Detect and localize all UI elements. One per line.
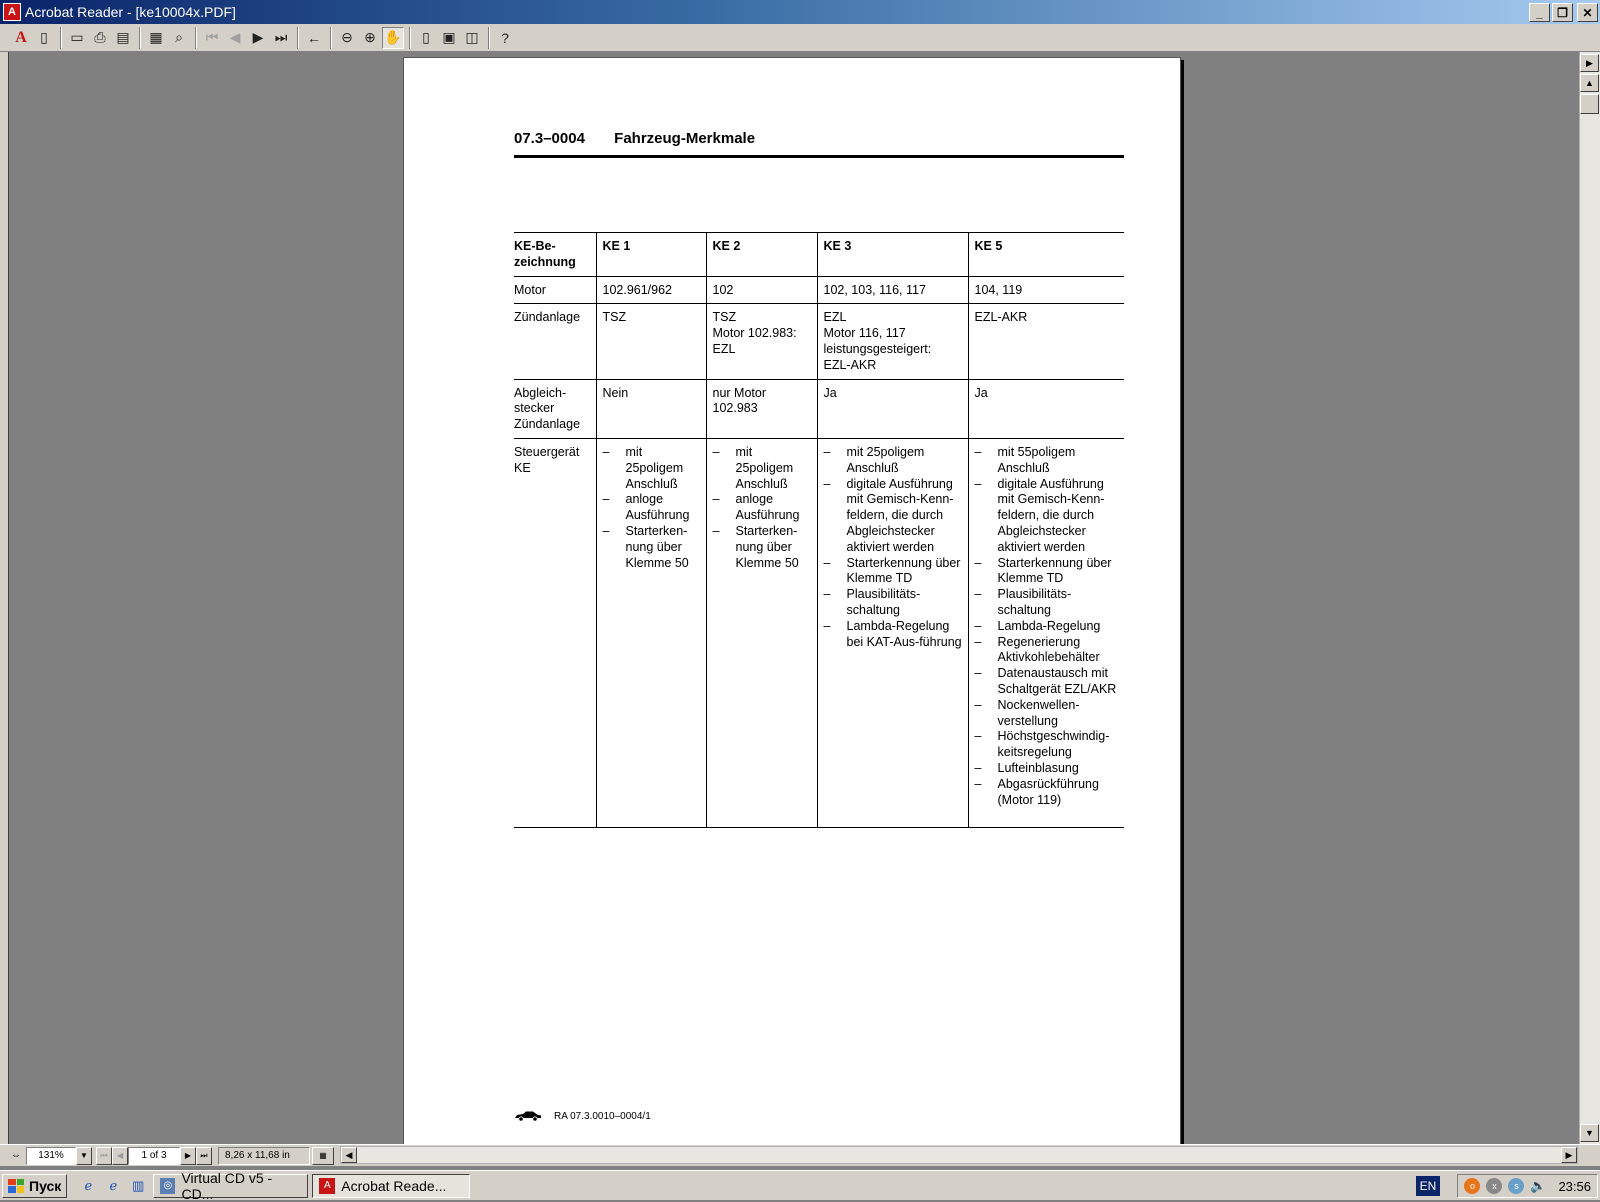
system-tray: [1457, 1174, 1598, 1198]
go-back-icon[interactable]: ←: [307, 29, 321, 46]
start-label: Пуск: [29, 1177, 62, 1194]
internet-explorer-icon[interactable]: ℯ: [84, 1177, 93, 1193]
list-item: – Datenaustausch mit Schaltgerät EZL/AKR: [975, 666, 1120, 698]
next-page-icon[interactable]: ▶: [252, 29, 264, 45]
clock: 23:56: [1558, 1178, 1591, 1194]
find-icon[interactable]: ⌕: [175, 29, 183, 45]
list-item: – Plausibilitäts-schaltung: [975, 587, 1120, 619]
table-cell: [817, 379, 968, 438]
virtual-cd-icon: ◎: [160, 1178, 175, 1194]
scroll-left-arrow-icon[interactable]: ◀: [341, 1147, 357, 1163]
title-bar[interactable]: [0, 0, 1600, 24]
task-acrobat-reader[interactable]: [312, 1174, 470, 1198]
car-icon: [514, 1110, 542, 1122]
row-label: Steuergerät KE: [514, 438, 596, 827]
cell-line: EZL-AKR: [974, 310, 1028, 325]
start-button[interactable]: [2, 1174, 67, 1198]
table-row: [514, 304, 1124, 379]
previous-page-icon[interactable]: ◀: [229, 29, 241, 45]
column-header: KE 2: [706, 233, 817, 277]
table-cell: [706, 438, 817, 827]
row-label: Motor: [514, 276, 596, 304]
scroll-right-arrow-icon[interactable]: ▶: [1580, 54, 1599, 72]
acrobat-app-icon[interactable]: A: [3, 3, 21, 21]
table-row: [514, 276, 1124, 304]
open-icon[interactable]: ▭: [70, 29, 84, 45]
cell-line: Nein: [602, 385, 629, 400]
list-item: – Plausibilitäts-schaltung: [824, 587, 963, 619]
next-page-button[interactable]: ▶: [180, 1147, 196, 1165]
cell-line: Ja: [823, 385, 837, 400]
list-item: – Starterken-nung über Klemme 50: [603, 524, 701, 571]
toolbar-separator: [409, 27, 411, 49]
footer-reference: RA 07.3.0010–0004/1: [554, 1110, 651, 1122]
list-item: – anloge Ausführung: [603, 492, 701, 524]
print-icon[interactable]: ⎙: [94, 29, 106, 45]
table-cell: [596, 438, 706, 827]
fit-page-icon[interactable]: ▣: [442, 29, 456, 45]
windows-taskbar: [0, 1170, 1600, 1200]
row-label: Abgleich- stecker Zündanlage: [514, 379, 596, 438]
minimize-button[interactable]: _: [1529, 3, 1550, 22]
page-heading: [514, 130, 1124, 158]
cell-line: 102.983: [712, 401, 758, 416]
list-item: – Regenerierung Aktivkohlebehälter: [975, 635, 1120, 667]
acrobat-logo-icon[interactable]: A: [15, 28, 27, 46]
vertical-scrollbar[interactable]: [1579, 52, 1600, 1144]
list-item: – digitale Ausführung mit Gemisch-Kenn-feldern, die durch Abgleichstecker aktiviert werden: [975, 477, 1120, 556]
table-cell: 102.961/962: [596, 276, 706, 304]
tray-app-icon[interactable]: x: [1486, 1178, 1502, 1194]
list-item: – digitale Ausführung mit Gemisch-Kenn-feldern, die durch Abgleichstecker aktiviert werden: [824, 477, 963, 556]
horizontal-scrollbar[interactable]: [340, 1146, 1578, 1164]
heading-code: 07.3–0004: [514, 130, 585, 147]
cell-line: nur Motor: [712, 385, 766, 400]
last-page-icon[interactable]: ⏭: [274, 29, 288, 45]
table-row: [514, 379, 1124, 438]
cell-line: Motor 116, 117: [823, 326, 906, 341]
internet-explorer-icon[interactable]: ℯ: [109, 1177, 118, 1193]
list-item: – Lambda-Regelung bei KAT-Aus-führung: [824, 619, 963, 651]
zoom-out-icon[interactable]: ⊖: [341, 29, 353, 45]
cell-line: Motor 102.983:: [712, 326, 797, 341]
cell-line: TSZ: [712, 310, 737, 325]
first-page-icon[interactable]: ⏮: [205, 29, 219, 45]
cell-line: EZL: [823, 310, 847, 325]
close-button[interactable]: ✕: [1577, 3, 1598, 22]
page-footer: [514, 1110, 651, 1122]
split-window-icon[interactable]: ⇔: [8, 1147, 24, 1165]
list-item: – Lufteinblasung: [975, 761, 1120, 777]
scroll-thumb[interactable]: [1580, 94, 1599, 114]
page-size-readout: 8,26 x 11,68 in: [218, 1147, 310, 1165]
list-item: – mit 55poligem Anschluß: [975, 445, 1120, 477]
list-item: – Starterken-nung über Klemme 50: [713, 524, 812, 571]
cell-line: TSZ: [602, 310, 627, 325]
task-label: Acrobat Reade...: [341, 1177, 447, 1194]
feature-list: [975, 445, 1120, 808]
actual-size-icon[interactable]: ▯: [422, 29, 430, 45]
table-cell: 102: [706, 276, 817, 304]
column-header: KE 3: [817, 233, 968, 277]
restore-button[interactable]: ❐: [1552, 3, 1573, 22]
table-cell: [817, 304, 968, 379]
cell-line: leistungsgesteigert:: [823, 341, 932, 356]
toolbar-separator: [195, 27, 197, 49]
help-icon[interactable]: ?: [501, 29, 509, 46]
zoom-in-icon[interactable]: ⊕: [364, 29, 376, 45]
table-cell: [968, 438, 1124, 827]
window-title: Acrobat Reader - [ke10004x.PDF]: [25, 4, 236, 20]
zoom-dropdown-icon[interactable]: ▼: [76, 1147, 92, 1165]
table-cell: [706, 304, 817, 379]
table-cell: 104, 119: [968, 276, 1124, 304]
zoom-field[interactable]: 131%: [26, 1147, 76, 1165]
list-item: – Starterkennung über Klemme TD: [824, 556, 963, 588]
tray-app-icon[interactable]: s: [1508, 1178, 1524, 1194]
toolbar-separator: [139, 27, 141, 49]
hand-tool-icon[interactable]: ✋: [382, 27, 404, 49]
heading-title: Fahrzeug-Merkmale: [614, 130, 756, 147]
list-item: – Abgasrückführung (Motor 119): [975, 777, 1120, 809]
tray-app-icon[interactable]: o: [1464, 1178, 1480, 1194]
feature-list: [713, 445, 812, 571]
windows-flag-icon: [8, 1179, 24, 1193]
language-indicator[interactable]: EN: [1416, 1176, 1440, 1196]
column-header: KE 5: [968, 233, 1124, 277]
toolbar-separator: [330, 27, 332, 49]
toolbar-separator: [488, 27, 490, 49]
table-cell: [968, 379, 1124, 438]
table-cell: [968, 304, 1124, 379]
page-layout-icon[interactable]: ▦: [312, 1147, 334, 1165]
scroll-down-arrow-icon[interactable]: ▼: [1580, 1124, 1599, 1142]
previous-page-button[interactable]: ◀: [112, 1147, 128, 1165]
list-item: – mit 25poligem Anschluß: [713, 445, 812, 492]
cell-line: Ja: [974, 385, 988, 400]
list-item: – Höchstgeschwindig-keitsregelung: [975, 729, 1120, 761]
list-item: – mit 25poligem Anschluß: [603, 445, 701, 492]
feature-list: [824, 445, 963, 650]
table-cell: [596, 304, 706, 379]
table-header-row: [514, 233, 1124, 277]
ke-comparison-table: [514, 232, 1124, 828]
list-item: – mit 25poligem Anschluß: [824, 445, 963, 477]
cell-line: EZL-AKR: [823, 357, 877, 372]
last-page-button[interactable]: ⏭: [196, 1147, 212, 1165]
acrobat-icon: A: [319, 1178, 335, 1194]
table-cell: 102, 103, 116, 117: [817, 276, 968, 304]
cell-line: EZL: [712, 341, 736, 356]
pdf-page[interactable]: [403, 57, 1181, 1145]
row-label: Zündanlage: [514, 304, 596, 379]
navigation-pane-strip[interactable]: [0, 52, 9, 1144]
column-header: KE-Be- zeichnung: [514, 233, 596, 277]
toolbar-separator: [60, 27, 62, 49]
toolbar-separator: [297, 27, 299, 49]
scroll-up-arrow-icon[interactable]: ▲: [1580, 74, 1599, 92]
feature-list: [603, 445, 701, 571]
list-item: – Lambda-Regelung: [975, 619, 1120, 635]
thumbnails-icon[interactable]: ▦: [149, 29, 163, 45]
bookmark-icon[interactable]: ▯: [40, 29, 48, 45]
fit-width-icon[interactable]: ◫: [465, 29, 479, 45]
table-cell: [817, 438, 968, 827]
list-item: – Starterkennung über Klemme TD: [975, 556, 1120, 588]
column-header: KE 1: [596, 233, 706, 277]
volume-icon[interactable]: 🔈: [1530, 1178, 1547, 1193]
list-item: – Nockenwellen-verstellung: [975, 698, 1120, 730]
first-page-button[interactable]: ⏮: [96, 1147, 112, 1165]
list-item: – anloge Ausführung: [713, 492, 812, 524]
table-cell: [706, 379, 817, 438]
page-number-field[interactable]: 1 of 3: [128, 1147, 180, 1165]
navigation-pane-icon[interactable]: ▤: [116, 29, 130, 45]
task-label: Virtual CD v5 - CD...: [181, 1169, 273, 1202]
table-cell: [596, 379, 706, 438]
scroll-right-arrow-icon[interactable]: ▶: [1561, 1147, 1577, 1163]
task-virtual-cd[interactable]: [153, 1169, 308, 1202]
media-player-icon[interactable]: ▥: [132, 1177, 145, 1193]
table-row: [514, 438, 1124, 827]
main-toolbar: [0, 24, 1600, 52]
